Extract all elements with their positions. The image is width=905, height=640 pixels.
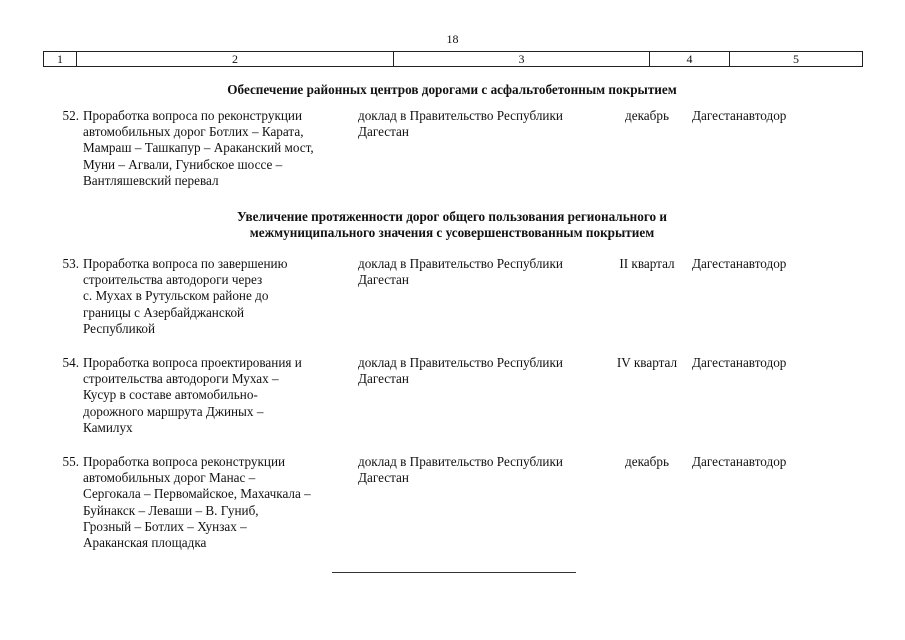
row-responsible: Дагестанавтодор: [692, 256, 787, 271]
section-heading-line: Увеличение протяженности дорог общего пользования регионального и: [236, 209, 668, 224]
row-responsible: Дагестанавтодор: [692, 108, 787, 123]
row-deadline: декабрь: [625, 108, 669, 123]
bottom-divider: [332, 572, 576, 573]
table-header-row: [43, 51, 863, 67]
section-heading-asphalt: Обеспечение районных центров дорогами с асфальтобетонным покрытием: [227, 82, 677, 97]
row-description: Проработка вопроса реконструкции автомобильных дорог Манас – Сергокала – Первомайское, Махачкала – Буйнакск – Леваши – В. Гуниб, Грозный – Ботлих – Хунзах – Араканская площадка: [83, 454, 311, 551]
column-header-2: 2: [77, 52, 394, 66]
row-deadline: IV квартал: [616, 355, 678, 370]
row-number: 53.: [62, 256, 79, 271]
row-number: 54.: [62, 355, 79, 370]
row-deadline: II квартал: [619, 256, 675, 271]
section-heading-line: межмуниципального значения с усовершенствованным покрытием: [249, 225, 655, 240]
row-report-form: доклад в Правительство Республики Дагестан: [358, 256, 563, 288]
row-responsible: Дагестанавтодор: [692, 454, 787, 469]
section-heading-regional-roads: [43, 209, 861, 241]
column-header-1: 1: [44, 52, 77, 66]
row-report-form: доклад в Правительство Республики Дагестан: [358, 355, 563, 387]
row-responsible: Дагестанавтодор: [692, 355, 787, 370]
column-header-5: 5: [793, 52, 799, 66]
row-description: Проработка вопроса по реконструкции автомобильных дорог Ботлих – Карата, Мамраш – Ташкапур – Араканский мост, Муни – Агвали, Гунибское шоссе – Вантляшевский перевал: [83, 108, 314, 188]
row-deadline: декабрь: [625, 454, 669, 469]
row-number: 55.: [62, 454, 79, 469]
row-report-form: доклад в Правительство Республики Дагестан: [358, 454, 563, 486]
row-description: Проработка вопроса проектирования и строительства автодороги Мухах – Кусур в составе автомобильно- дорожного маршрута Джиных – Камилух: [83, 355, 302, 435]
page-number: 18: [446, 32, 459, 46]
column-header-3: 3: [394, 52, 650, 66]
row-description: Проработка вопроса по завершению строительства автодороги через с. Мухах в Рутульском районе до границы с Азербайджанской Республикой: [83, 256, 288, 336]
row-report-form: доклад в Правительство Республики Дагестан: [358, 108, 563, 140]
row-number: 52.: [62, 108, 79, 123]
column-header-4: 4: [650, 52, 730, 66]
